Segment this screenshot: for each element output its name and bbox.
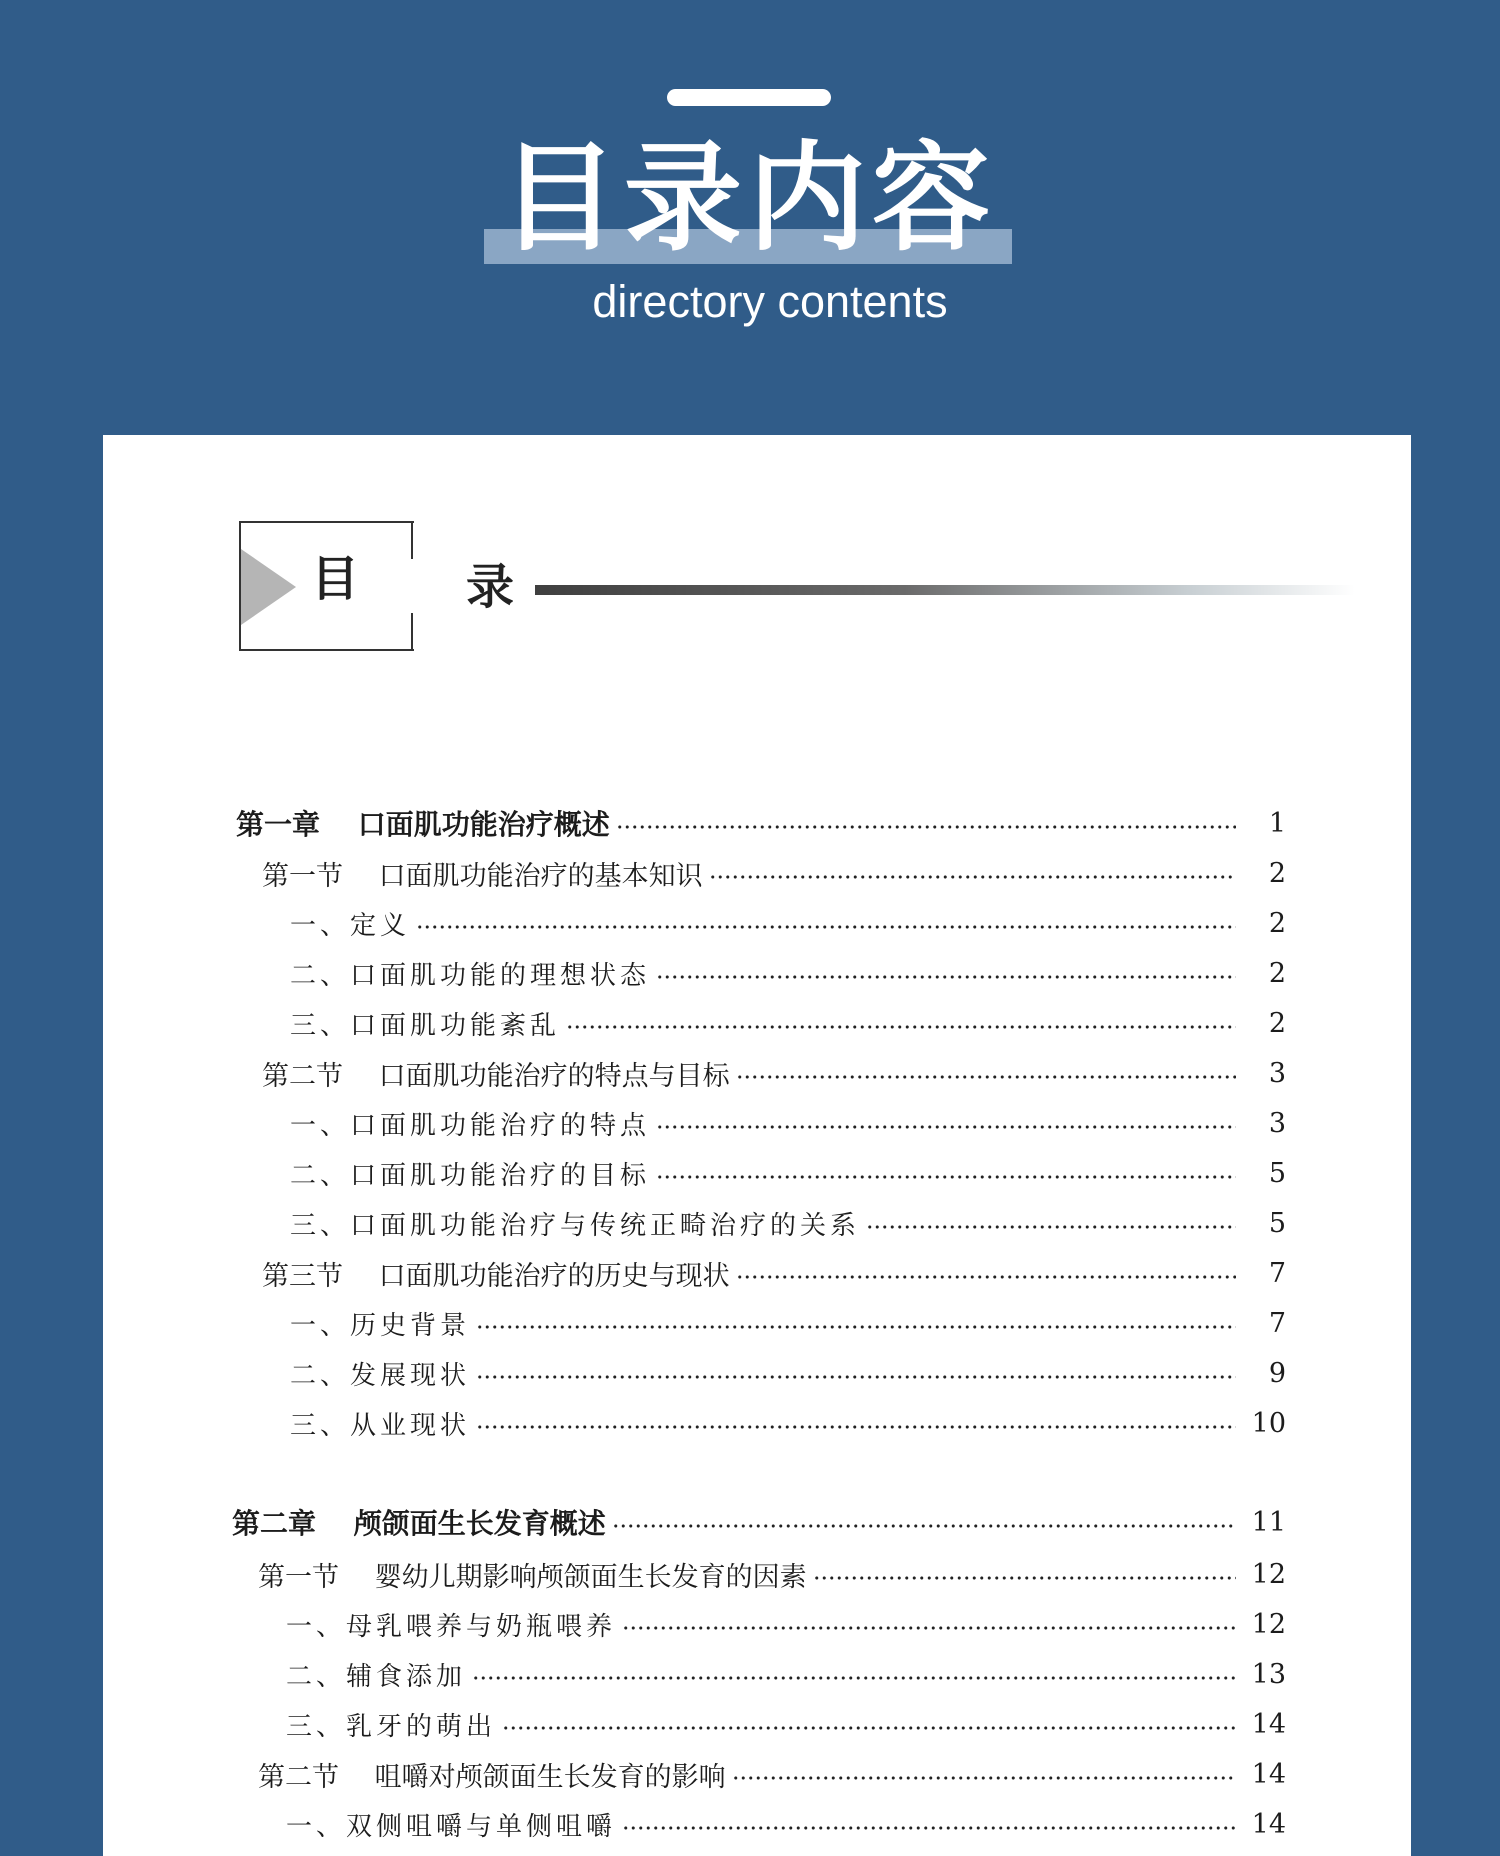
toc-page-number: 12 xyxy=(1251,1558,1286,1590)
toc-page-number: 5 xyxy=(1268,1157,1286,1189)
toc-page-number: 14 xyxy=(1251,1708,1286,1740)
toc-page-number: 14 xyxy=(1251,1758,1286,1790)
toc-page-number: 7 xyxy=(1268,1257,1286,1289)
toc-entry-item[interactable] xyxy=(286,1604,1286,1644)
toc-page-number: 14 xyxy=(1251,1808,1286,1840)
toc-entry-item[interactable] xyxy=(290,1403,1286,1443)
toc-heading-char-1: 目 xyxy=(311,551,360,607)
toc-entry-item[interactable] xyxy=(290,1153,1286,1193)
toc-entry-title: 第一节 口面肌功能治疗的基本知识 xyxy=(262,860,703,892)
toc-leader-dots xyxy=(616,825,1236,829)
page-subtitle: directory contents xyxy=(592,276,948,327)
toc-heading-char-2: 录 xyxy=(466,559,515,615)
toc-entry-title: 第二节 口面肌功能治疗的特点与目标 xyxy=(262,1060,730,1092)
toc-entry-title: 一、双侧咀嚼与单侧咀嚼 xyxy=(286,1811,617,1842)
toc-badge-frame-right-bottom xyxy=(411,613,413,651)
toc-leader-dots xyxy=(709,875,1236,879)
toc-entry-item[interactable] xyxy=(290,903,1286,943)
toc-entry-section[interactable] xyxy=(262,1053,1286,1093)
toc-leader-dots xyxy=(472,1676,1236,1680)
toc-entry-title: 二、发展现状 xyxy=(290,1360,471,1391)
toc-entry-chapter[interactable] xyxy=(236,803,1286,843)
toc-leader-dots xyxy=(476,1425,1236,1429)
toc-entry-item[interactable] xyxy=(286,1654,1286,1694)
toc-page-number: 2 xyxy=(1268,857,1286,889)
toc-leader-dots xyxy=(612,1524,1236,1528)
toc-leader-dots xyxy=(866,1225,1236,1229)
toc-page-number: 2 xyxy=(1268,1007,1286,1039)
toc-entry-title: 一、口面肌功能治疗的特点 xyxy=(290,1110,651,1141)
toc-page-number: 2 xyxy=(1268,957,1286,989)
toc-page-number: 11 xyxy=(1251,1506,1286,1538)
toc-entry-title: 三、口面肌功能紊乱 xyxy=(290,1010,561,1041)
toc-entry-title: 三、乳牙的萌出 xyxy=(286,1711,497,1742)
toc-entry-section[interactable] xyxy=(258,1554,1286,1594)
toc-page-number: 3 xyxy=(1268,1057,1286,1089)
toc-entry-section[interactable] xyxy=(262,1253,1286,1293)
toc-entry-item[interactable] xyxy=(290,1303,1286,1343)
toc-leader-dots xyxy=(476,1325,1236,1329)
toc-leader-dots xyxy=(622,1626,1236,1630)
toc-page-number: 7 xyxy=(1268,1307,1286,1339)
toc-entry-title: 第三节 口面肌功能治疗的历史与现状 xyxy=(262,1260,730,1292)
toc-page-number: 9 xyxy=(1268,1357,1286,1389)
toc-entry-title: 第二章 颅颌面生长发育概述 xyxy=(232,1507,606,1540)
toc-entry-title: 第二节 咀嚼对颅颌面生长发育的影响 xyxy=(258,1761,726,1793)
toc-badge-frame-right-top xyxy=(411,521,413,559)
toc-entry-item[interactable] xyxy=(290,1103,1286,1143)
toc-entry-title: 一、定义 xyxy=(290,910,411,941)
toc-entry-title: 二、口面肌功能的理想状态 xyxy=(290,960,651,991)
toc-entry-chapter[interactable] xyxy=(232,1502,1286,1542)
toc-leader-dots xyxy=(736,1275,1236,1279)
toc-entry-item[interactable] xyxy=(290,1203,1286,1243)
toc-entry-title: 第一节 婴幼儿期影响颅颌面生长发育的因素 xyxy=(258,1561,807,1593)
toc-leader-dots xyxy=(813,1576,1236,1580)
toc-entry-title: 第一章 口面肌功能治疗概述 xyxy=(236,808,610,841)
toc-page-number: 1 xyxy=(1268,807,1286,839)
toc-page-number: 13 xyxy=(1251,1658,1286,1690)
toc-leader-dots xyxy=(476,1375,1236,1379)
toc-leader-dots xyxy=(656,1175,1236,1179)
toc-leader-dots xyxy=(622,1826,1236,1830)
toc-page-number: 5 xyxy=(1268,1207,1286,1239)
toc-entry-title: 三、从业现状 xyxy=(290,1410,471,1441)
header-decor-bar xyxy=(667,89,831,106)
toc-leader-dots xyxy=(416,925,1236,929)
toc-entry-item[interactable] xyxy=(290,1003,1286,1043)
toc-page-number: 10 xyxy=(1251,1407,1286,1439)
toc-page-number: 12 xyxy=(1251,1608,1286,1640)
toc-leader-dots xyxy=(736,1075,1236,1079)
toc-entry-title: 二、口面肌功能治疗的目标 xyxy=(290,1160,651,1191)
toc-page-number: 3 xyxy=(1268,1107,1286,1139)
toc-entry-title: 一、母乳喂养与奶瓶喂养 xyxy=(286,1611,617,1642)
toc-entry-item[interactable] xyxy=(286,1804,1286,1844)
toc-entry-section[interactable] xyxy=(258,1754,1286,1794)
toc-entry-item[interactable] xyxy=(290,1353,1286,1393)
toc-leader-dots xyxy=(656,1125,1236,1129)
toc-entry-title: 三、口面肌功能治疗与传统正畸治疗的关系 xyxy=(290,1210,861,1241)
toc-page-number: 2 xyxy=(1268,907,1286,939)
toc-heading-rule xyxy=(535,585,1355,595)
toc-entry-item[interactable] xyxy=(286,1704,1286,1744)
page-title: 目录内容 xyxy=(499,129,996,267)
toc-entry-section[interactable] xyxy=(262,853,1286,893)
toc-leader-dots xyxy=(502,1726,1236,1730)
toc-leader-dots xyxy=(732,1776,1236,1780)
toc-entry-title: 一、历史背景 xyxy=(290,1310,471,1341)
toc-leader-dots xyxy=(566,1025,1236,1029)
toc-leader-dots xyxy=(656,975,1236,979)
book-page xyxy=(103,435,1411,1856)
play-arrow-icon xyxy=(241,549,296,625)
toc-entry-item[interactable] xyxy=(290,953,1286,993)
toc-entry-title: 二、辅食添加 xyxy=(286,1661,467,1692)
